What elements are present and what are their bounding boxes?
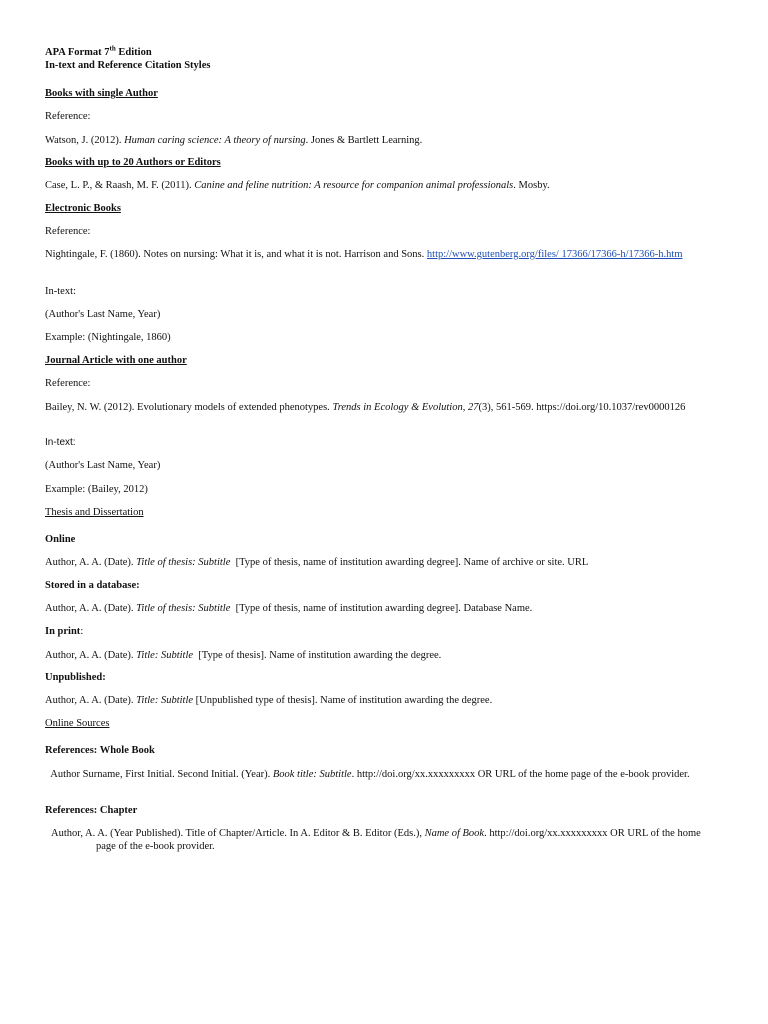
in-text-example: Example: (Nightingale, 1860) bbox=[45, 332, 171, 343]
in-text-format: (Author's Last Name, Year) bbox=[45, 309, 161, 320]
thesis-print-entry: Author, A. A. (Date). Title: Subtitle [Type of thesis]. Name of institution awarding the degree. bbox=[45, 650, 442, 661]
heading-thesis-dissertation: Thesis and Dissertation bbox=[45, 507, 144, 518]
heading-single-author: Books with single Author bbox=[45, 88, 158, 99]
label-in-text: In-text: bbox=[45, 437, 76, 448]
thesis-database-entry: Author, A. A. (Date). Title of thesis: Subtitle [Type of thesis, name of institution awarding degree]. Database Name. bbox=[45, 603, 533, 614]
title-superscript: th bbox=[109, 44, 116, 53]
heading-electronic-books: Electronic Books bbox=[45, 203, 121, 214]
in-text-example: Example: (Bailey, 2012) bbox=[45, 484, 148, 495]
label-stored-in-database: Stored in a database: bbox=[45, 580, 140, 591]
heading-journal-article: Journal Article with one author bbox=[45, 355, 187, 366]
whole-book-entry: Author Surname, First Initial. Second Initial. (Year). Book title: Subtitle. http://doi.org/xx.xxxxxxxxx OR URL of the home page of the e-book provider. bbox=[50, 769, 690, 780]
in-text-format: (Author's Last Name, Year) bbox=[45, 460, 161, 471]
reference-entry: Nightingale, F. (1860). Notes on nursing: What it is, and what it is not. Harrison and Sons. http://www.gutenberg.org/files/ 17366/17366-h/17366-h.htm bbox=[45, 249, 683, 260]
label-whole-book: References: Whole Book bbox=[45, 745, 155, 756]
reference-entry: Watson, J. (2012). Human caring science: A theory of nursing. Jones & Bartlett Learning. bbox=[45, 135, 423, 146]
reference-entry: Bailey, N. W. (2012). Evolutionary models of extended phenotypes. Trends in Ecology & Evolution, 27(3), 561-569. https://doi.org/10.1037/rev0000126 bbox=[45, 402, 686, 413]
label-unpublished: Unpublished: bbox=[45, 672, 106, 683]
label-chapter: References: Chapter bbox=[45, 805, 138, 816]
document-page bbox=[45, 0, 723, 1024]
title-line-1: APA Format 7 bbox=[45, 47, 110, 58]
heading-up-to-20-authors: Books with up to 20 Authors or Editors bbox=[45, 157, 221, 168]
heading-online-sources: Online Sources bbox=[45, 718, 110, 729]
chapter-entry: Author, A. A. (Year Published). Title of Chapter/Article. In A. Editor & B. Editor (Eds.), Name of Book. http://doi.org/xx.xxxxxxxxx OR URL of the home page of the e-book provider. bbox=[51, 828, 701, 852]
reference-entry: Case, L. P., & Raash, M. F. (2011). Canine and feline nutrition: A resource for companion animal professionals. Mosby. bbox=[45, 180, 550, 191]
label-reference: Reference: bbox=[45, 111, 91, 122]
label-in-print: In print: bbox=[45, 626, 84, 637]
label-reference: Reference: bbox=[45, 378, 91, 389]
title-line-2: In-text and Reference Citation Styles bbox=[45, 60, 211, 71]
label-reference: Reference: bbox=[45, 226, 91, 237]
gutenberg-link[interactable]: http://www.gutenberg.org/files/ 17366/17366-h/17366-h.htm bbox=[426, 249, 683, 260]
label-in-text: In-text: bbox=[45, 286, 76, 297]
thesis-online-entry: Author, A. A. (Date). Title of thesis: Subtitle [Type of thesis, name of institution awarding degree]. Name of archive or site. URL bbox=[45, 557, 589, 568]
title-line-1-suffix: Edition bbox=[115, 47, 152, 58]
label-online: Online bbox=[45, 534, 76, 545]
thesis-unpublished-entry: Author, A. A. (Date). Title: Subtitle [Unpublished type of thesis]. Name of institution awarding the degree. bbox=[45, 695, 493, 706]
document-title bbox=[45, 46, 723, 72]
